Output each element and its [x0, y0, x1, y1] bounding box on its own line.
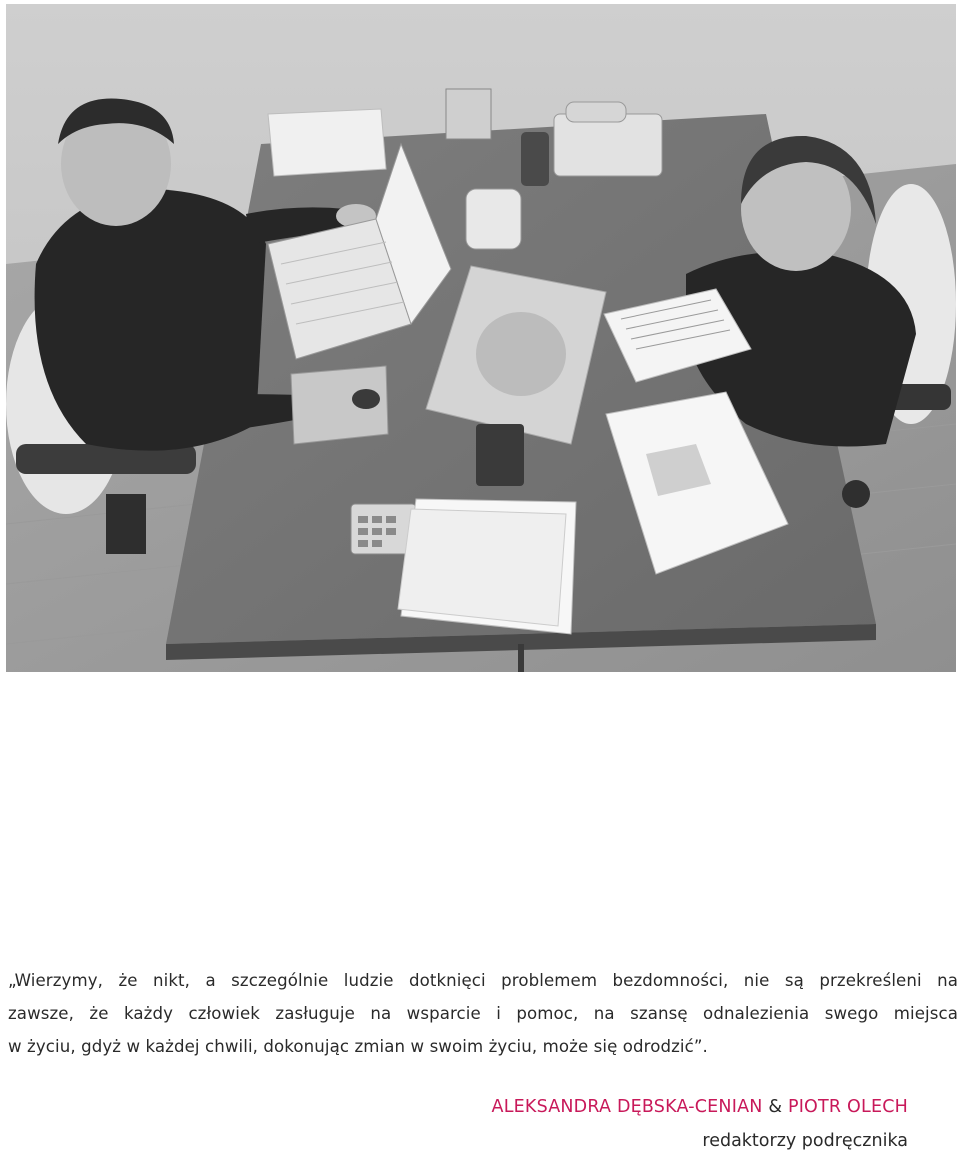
- quote: [8, 964, 958, 1063]
- authors-signature: [492, 1097, 908, 1117]
- author-name-2: PIOTR OLECH: [787, 1097, 908, 1117]
- quote-line-3: w życiu, gdyż w każdej chwili, dokonując zmian w swoim życiu, może się odrodzić”.: [8, 1037, 708, 1056]
- ampersand: &: [768, 1097, 783, 1117]
- authors-role: redaktorzy podręcznika: [702, 1131, 908, 1151]
- quote-line-2: zawsze, że każdy człowiek zasługuje na wsparcie i pomoc, na szansę odnalezienia swego miejsca: [8, 1004, 958, 1023]
- editors-photo: [6, 4, 956, 672]
- quote-line-1: „Wierzymy, że nikt, a szczególnie ludzie dotknięci problemem bezdomności, nie są przekreśleni na: [8, 971, 958, 990]
- author-name-1: ALEKSANDRA DĘBSKA-CENIAN: [491, 1097, 763, 1117]
